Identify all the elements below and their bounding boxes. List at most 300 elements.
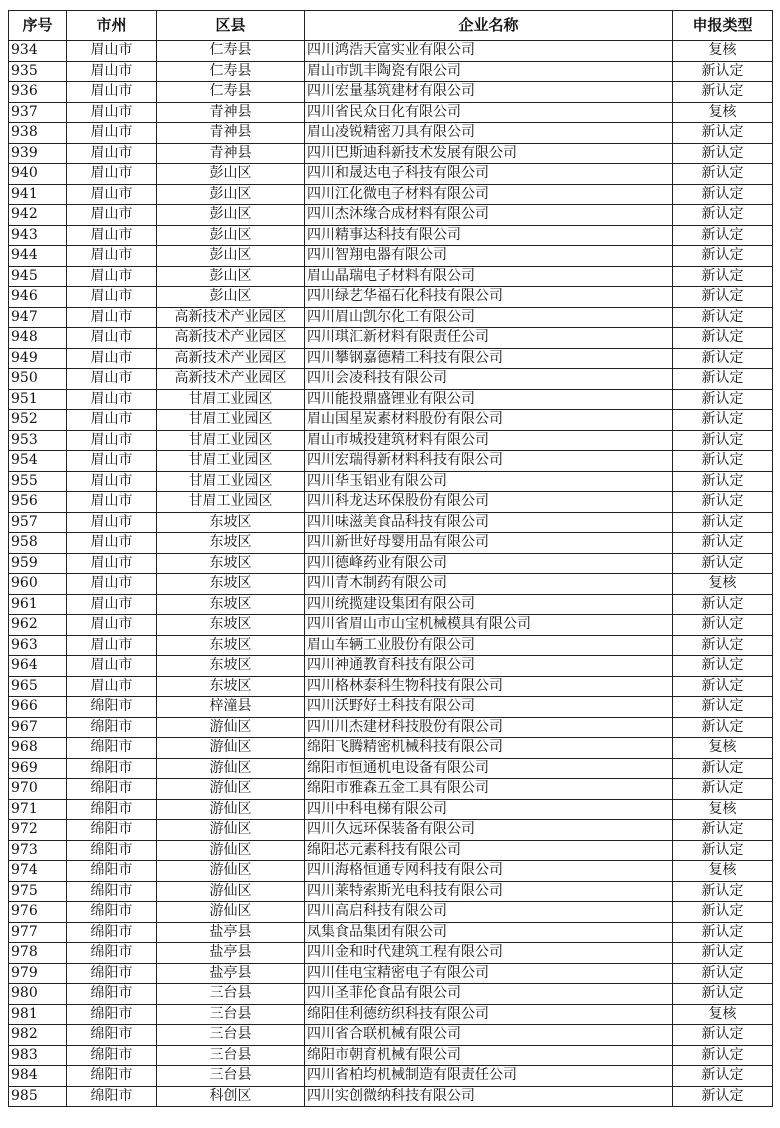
table-row <box>9 1045 773 1066</box>
table-row <box>9 1086 773 1107</box>
cell-district: 三台县 <box>157 1004 305 1025</box>
table-row <box>9 1004 773 1025</box>
cell-type: 新认定 <box>673 225 773 246</box>
cell-company: 绵阳芯元素科技有限公司 <box>305 840 673 861</box>
cell-district: 游仙区 <box>157 738 305 759</box>
table-row <box>9 205 773 226</box>
cell-type: 新认定 <box>673 984 773 1005</box>
table-row <box>9 615 773 636</box>
cell-no: 962 <box>9 615 67 636</box>
cell-company: 四川高启科技有限公司 <box>305 902 673 923</box>
cell-district: 青神县 <box>157 123 305 144</box>
cell-no: 948 <box>9 328 67 349</box>
cell-type: 新认定 <box>673 369 773 390</box>
cell-district: 甘眉工业园区 <box>157 492 305 513</box>
header-type: 申报类型 <box>673 11 773 41</box>
cell-district: 东坡区 <box>157 594 305 615</box>
cell-city: 绵阳市 <box>67 902 157 923</box>
cell-company: 四川省眉山市山宝机械模具有限公司 <box>305 615 673 636</box>
cell-city: 眉山市 <box>67 676 157 697</box>
cell-district: 游仙区 <box>157 881 305 902</box>
table-row <box>9 799 773 820</box>
cell-company: 四川金和时代建筑工程有限公司 <box>305 943 673 964</box>
table-row <box>9 492 773 513</box>
cell-company: 四川圣菲伦食品有限公司 <box>305 984 673 1005</box>
cell-company: 眉山市凯丰陶瓷有限公司 <box>305 61 673 82</box>
cell-type: 新认定 <box>673 779 773 800</box>
cell-company: 四川江化微电子材料有限公司 <box>305 184 673 205</box>
cell-district: 东坡区 <box>157 512 305 533</box>
cell-district: 彭山区 <box>157 205 305 226</box>
cell-city: 眉山市 <box>67 164 157 185</box>
cell-no: 972 <box>9 820 67 841</box>
cell-no: 934 <box>9 41 67 62</box>
cell-company: 四川久远环保装备有限公司 <box>305 820 673 841</box>
cell-company: 绵阳市恒通机电设备有限公司 <box>305 758 673 779</box>
cell-city: 绵阳市 <box>67 922 157 943</box>
cell-district: 东坡区 <box>157 574 305 595</box>
cell-type: 新认定 <box>673 205 773 226</box>
cell-district: 盐亭县 <box>157 963 305 984</box>
table-row <box>9 102 773 123</box>
cell-city: 眉山市 <box>67 430 157 451</box>
cell-district: 彭山区 <box>157 184 305 205</box>
table-row <box>9 881 773 902</box>
cell-company: 四川海格恒通专网科技有限公司 <box>305 861 673 882</box>
cell-no: 954 <box>9 451 67 472</box>
cell-no: 980 <box>9 984 67 1005</box>
cell-district: 彭山区 <box>157 287 305 308</box>
table-row <box>9 348 773 369</box>
cell-type: 复核 <box>673 1004 773 1025</box>
table-row <box>9 840 773 861</box>
cell-city: 绵阳市 <box>67 1066 157 1087</box>
cell-no: 961 <box>9 594 67 615</box>
cell-district: 盐亭县 <box>157 943 305 964</box>
cell-district: 游仙区 <box>157 717 305 738</box>
cell-type: 新认定 <box>673 430 773 451</box>
cell-type: 新认定 <box>673 471 773 492</box>
cell-city: 眉山市 <box>67 225 157 246</box>
cell-company: 四川实创微纳科技有限公司 <box>305 1086 673 1107</box>
cell-no: 952 <box>9 410 67 431</box>
header-district: 区县 <box>157 11 305 41</box>
cell-no: 968 <box>9 738 67 759</box>
cell-company: 四川华玉铝业有限公司 <box>305 471 673 492</box>
cell-company: 四川会凌科技有限公司 <box>305 369 673 390</box>
cell-city: 眉山市 <box>67 574 157 595</box>
cell-city: 眉山市 <box>67 143 157 164</box>
cell-city: 绵阳市 <box>67 1004 157 1025</box>
cell-city: 绵阳市 <box>67 738 157 759</box>
cell-company: 四川智翔电器有限公司 <box>305 246 673 267</box>
cell-company: 四川莱特索斯光电科技有限公司 <box>305 881 673 902</box>
cell-no: 936 <box>9 82 67 103</box>
cell-district: 东坡区 <box>157 553 305 574</box>
table-row <box>9 430 773 451</box>
cell-district: 游仙区 <box>157 840 305 861</box>
cell-company: 四川能投鼎盛锂业有限公司 <box>305 389 673 410</box>
cell-district: 科创区 <box>157 1086 305 1107</box>
cell-no: 976 <box>9 902 67 923</box>
cell-city: 眉山市 <box>67 41 157 62</box>
cell-no: 960 <box>9 574 67 595</box>
cell-no: 941 <box>9 184 67 205</box>
table-row <box>9 287 773 308</box>
cell-no: 951 <box>9 389 67 410</box>
cell-type: 新认定 <box>673 451 773 472</box>
cell-district: 游仙区 <box>157 902 305 923</box>
cell-company: 四川巴斯迪科新技术发展有限公司 <box>305 143 673 164</box>
cell-district: 三台县 <box>157 984 305 1005</box>
cell-city: 眉山市 <box>67 615 157 636</box>
cell-company: 眉山晶瑞电子材料有限公司 <box>305 266 673 287</box>
table-row <box>9 471 773 492</box>
cell-district: 高新技术产业园区 <box>157 328 305 349</box>
cell-type: 新认定 <box>673 943 773 964</box>
cell-company: 四川宏瑞得新材料科技有限公司 <box>305 451 673 472</box>
cell-no: 947 <box>9 307 67 328</box>
cell-type: 新认定 <box>673 881 773 902</box>
cell-city: 眉山市 <box>67 594 157 615</box>
cell-no: 938 <box>9 123 67 144</box>
table-row <box>9 594 773 615</box>
cell-type: 新认定 <box>673 266 773 287</box>
cell-type: 新认定 <box>673 287 773 308</box>
table-row <box>9 533 773 554</box>
header-row <box>9 11 773 41</box>
table-row <box>9 184 773 205</box>
cell-no: 940 <box>9 164 67 185</box>
cell-company: 四川新世好母婴用品有限公司 <box>305 533 673 554</box>
cell-city: 绵阳市 <box>67 717 157 738</box>
cell-city: 绵阳市 <box>67 758 157 779</box>
cell-company: 四川省合联机械有限公司 <box>305 1025 673 1046</box>
cell-city: 眉山市 <box>67 123 157 144</box>
cell-no: 950 <box>9 369 67 390</box>
cell-type: 复核 <box>673 799 773 820</box>
cell-type: 新认定 <box>673 922 773 943</box>
cell-city: 眉山市 <box>67 471 157 492</box>
cell-district: 仁寿县 <box>157 82 305 103</box>
cell-no: 974 <box>9 861 67 882</box>
cell-city: 眉山市 <box>67 307 157 328</box>
cell-district: 高新技术产业园区 <box>157 307 305 328</box>
cell-no: 977 <box>9 922 67 943</box>
cell-no: 959 <box>9 553 67 574</box>
cell-city: 绵阳市 <box>67 861 157 882</box>
cell-city: 绵阳市 <box>67 799 157 820</box>
table-row <box>9 82 773 103</box>
cell-type: 新认定 <box>673 1045 773 1066</box>
cell-district: 三台县 <box>157 1025 305 1046</box>
cell-type: 新认定 <box>673 61 773 82</box>
table-row <box>9 451 773 472</box>
cell-type: 复核 <box>673 41 773 62</box>
cell-no: 942 <box>9 205 67 226</box>
header-city: 市州 <box>67 11 157 41</box>
table-row <box>9 779 773 800</box>
table-row <box>9 61 773 82</box>
cell-district: 青神县 <box>157 102 305 123</box>
cell-city: 绵阳市 <box>67 984 157 1005</box>
table-body <box>9 41 773 1107</box>
cell-district: 游仙区 <box>157 861 305 882</box>
cell-district: 高新技术产业园区 <box>157 348 305 369</box>
cell-district: 盐亭县 <box>157 922 305 943</box>
cell-no: 946 <box>9 287 67 308</box>
cell-city: 眉山市 <box>67 533 157 554</box>
cell-district: 东坡区 <box>157 656 305 677</box>
cell-district: 甘眉工业园区 <box>157 389 305 410</box>
header-company: 企业名称 <box>305 11 673 41</box>
cell-city: 绵阳市 <box>67 1086 157 1107</box>
table-row <box>9 984 773 1005</box>
cell-no: 979 <box>9 963 67 984</box>
cell-company: 绵阳市雅森五金工具有限公司 <box>305 779 673 800</box>
cell-company: 四川绿艺华福石化科技有限公司 <box>305 287 673 308</box>
cell-company: 凤集食品集团有限公司 <box>305 922 673 943</box>
cell-company: 四川青木制药有限公司 <box>305 574 673 595</box>
cell-district: 东坡区 <box>157 635 305 656</box>
cell-no: 971 <box>9 799 67 820</box>
cell-type: 新认定 <box>673 676 773 697</box>
cell-city: 眉山市 <box>67 492 157 513</box>
cell-district: 东坡区 <box>157 676 305 697</box>
cell-city: 眉山市 <box>67 451 157 472</box>
cell-no: 944 <box>9 246 67 267</box>
cell-city: 眉山市 <box>67 410 157 431</box>
cell-city: 眉山市 <box>67 102 157 123</box>
cell-city: 眉山市 <box>67 82 157 103</box>
cell-no: 975 <box>9 881 67 902</box>
table-row <box>9 861 773 882</box>
cell-district: 游仙区 <box>157 779 305 800</box>
cell-city: 绵阳市 <box>67 779 157 800</box>
cell-type: 复核 <box>673 574 773 595</box>
cell-city: 眉山市 <box>67 205 157 226</box>
cell-city: 眉山市 <box>67 635 157 656</box>
cell-no: 943 <box>9 225 67 246</box>
cell-city: 眉山市 <box>67 246 157 267</box>
cell-type: 新认定 <box>673 758 773 779</box>
cell-no: 957 <box>9 512 67 533</box>
cell-company: 四川科龙达环保股份有限公司 <box>305 492 673 513</box>
cell-no: 984 <box>9 1066 67 1087</box>
table-row <box>9 1066 773 1087</box>
cell-type: 新认定 <box>673 717 773 738</box>
cell-type: 新认定 <box>673 635 773 656</box>
table-row <box>9 922 773 943</box>
cell-type: 新认定 <box>673 348 773 369</box>
cell-type: 复核 <box>673 102 773 123</box>
cell-city: 眉山市 <box>67 184 157 205</box>
cell-type: 新认定 <box>673 307 773 328</box>
cell-no: 935 <box>9 61 67 82</box>
cell-type: 新认定 <box>673 82 773 103</box>
cell-type: 新认定 <box>673 963 773 984</box>
cell-no: 955 <box>9 471 67 492</box>
cell-no: 963 <box>9 635 67 656</box>
table-row <box>9 41 773 62</box>
cell-no: 965 <box>9 676 67 697</box>
cell-company: 绵阳佳利德纺织科技有限公司 <box>305 1004 673 1025</box>
cell-company: 四川宏量基筑建材有限公司 <box>305 82 673 103</box>
cell-city: 眉山市 <box>67 553 157 574</box>
cell-type: 新认定 <box>673 143 773 164</box>
cell-no: 949 <box>9 348 67 369</box>
cell-type: 新认定 <box>673 840 773 861</box>
cell-company: 四川神通教育科技有限公司 <box>305 656 673 677</box>
cell-type: 复核 <box>673 861 773 882</box>
cell-district: 高新技术产业园区 <box>157 369 305 390</box>
cell-district: 仁寿县 <box>157 61 305 82</box>
cell-city: 绵阳市 <box>67 1025 157 1046</box>
cell-district: 三台县 <box>157 1066 305 1087</box>
cell-no: 939 <box>9 143 67 164</box>
cell-type: 新认定 <box>673 697 773 718</box>
cell-district: 甘眉工业园区 <box>157 410 305 431</box>
table-row <box>9 410 773 431</box>
cell-company: 四川鸿浩天富实业有限公司 <box>305 41 673 62</box>
cell-type: 新认定 <box>673 533 773 554</box>
table-row <box>9 656 773 677</box>
table-row <box>9 225 773 246</box>
table-row <box>9 758 773 779</box>
cell-city: 眉山市 <box>67 369 157 390</box>
cell-no: 956 <box>9 492 67 513</box>
cell-city: 眉山市 <box>67 348 157 369</box>
cell-no: 937 <box>9 102 67 123</box>
table-row <box>9 143 773 164</box>
cell-no: 985 <box>9 1086 67 1107</box>
cell-city: 眉山市 <box>67 512 157 533</box>
cell-company: 四川味滋美食品科技有限公司 <box>305 512 673 533</box>
cell-district: 仁寿县 <box>157 41 305 62</box>
cell-city: 眉山市 <box>67 287 157 308</box>
cell-type: 新认定 <box>673 184 773 205</box>
cell-district: 三台县 <box>157 1045 305 1066</box>
cell-city: 绵阳市 <box>67 840 157 861</box>
header-no: 序号 <box>9 11 67 41</box>
cell-city: 眉山市 <box>67 656 157 677</box>
table-row <box>9 943 773 964</box>
cell-type: 新认定 <box>673 615 773 636</box>
cell-district: 梓潼县 <box>157 697 305 718</box>
cell-type: 新认定 <box>673 164 773 185</box>
table-row <box>9 266 773 287</box>
table-row <box>9 1025 773 1046</box>
table-row <box>9 738 773 759</box>
cell-company: 四川杰沐缘合成材料有限公司 <box>305 205 673 226</box>
cell-city: 眉山市 <box>67 328 157 349</box>
table-row <box>9 164 773 185</box>
cell-no: 973 <box>9 840 67 861</box>
cell-company: 绵阳飞腾精密机械科技有限公司 <box>305 738 673 759</box>
cell-company: 四川中科电梯有限公司 <box>305 799 673 820</box>
cell-district: 甘眉工业园区 <box>157 430 305 451</box>
cell-city: 眉山市 <box>67 61 157 82</box>
cell-district: 彭山区 <box>157 164 305 185</box>
cell-company: 四川德峰药业有限公司 <box>305 553 673 574</box>
cell-no: 983 <box>9 1045 67 1066</box>
cell-no: 978 <box>9 943 67 964</box>
cell-city: 眉山市 <box>67 266 157 287</box>
cell-company: 四川省民众日化有限公司 <box>305 102 673 123</box>
cell-district: 东坡区 <box>157 615 305 636</box>
cell-company: 四川攀钢嘉德精工科技有限公司 <box>305 348 673 369</box>
cell-city: 眉山市 <box>67 389 157 410</box>
cell-city: 绵阳市 <box>67 943 157 964</box>
cell-district: 青神县 <box>157 143 305 164</box>
cell-no: 967 <box>9 717 67 738</box>
table-row <box>9 717 773 738</box>
table-row <box>9 307 773 328</box>
cell-city: 绵阳市 <box>67 697 157 718</box>
cell-no: 982 <box>9 1025 67 1046</box>
cell-no: 964 <box>9 656 67 677</box>
table-row <box>9 574 773 595</box>
cell-company: 四川省柏均机械制造有限责任公司 <box>305 1066 673 1087</box>
table-row <box>9 676 773 697</box>
cell-district: 游仙区 <box>157 820 305 841</box>
cell-company: 四川川杰建材科技股份有限公司 <box>305 717 673 738</box>
cell-type: 新认定 <box>673 820 773 841</box>
cell-district: 彭山区 <box>157 246 305 267</box>
cell-company: 四川统揽建设集团有限公司 <box>305 594 673 615</box>
table-row <box>9 328 773 349</box>
cell-district: 甘眉工业园区 <box>157 471 305 492</box>
cell-no: 958 <box>9 533 67 554</box>
cell-district: 彭山区 <box>157 225 305 246</box>
table-row <box>9 963 773 984</box>
cell-type: 新认定 <box>673 1086 773 1107</box>
cell-type: 新认定 <box>673 902 773 923</box>
cell-company: 眉山国星炭素材料股份有限公司 <box>305 410 673 431</box>
cell-district: 甘眉工业园区 <box>157 451 305 472</box>
table-row <box>9 697 773 718</box>
cell-city: 绵阳市 <box>67 881 157 902</box>
table-row <box>9 553 773 574</box>
cell-district: 游仙区 <box>157 758 305 779</box>
cell-no: 969 <box>9 758 67 779</box>
cell-city: 绵阳市 <box>67 820 157 841</box>
cell-no: 966 <box>9 697 67 718</box>
cell-no: 970 <box>9 779 67 800</box>
cell-no: 953 <box>9 430 67 451</box>
cell-company: 眉山凌锐精密刀具有限公司 <box>305 123 673 144</box>
cell-district: 东坡区 <box>157 533 305 554</box>
cell-type: 新认定 <box>673 123 773 144</box>
cell-type: 新认定 <box>673 512 773 533</box>
cell-company: 绵阳市朝育机械有限公司 <box>305 1045 673 1066</box>
table-row <box>9 369 773 390</box>
cell-district: 彭山区 <box>157 266 305 287</box>
cell-type: 新认定 <box>673 594 773 615</box>
cell-type: 新认定 <box>673 492 773 513</box>
table-row <box>9 123 773 144</box>
table-row <box>9 902 773 923</box>
cell-company: 四川和晟达电子科技有限公司 <box>305 164 673 185</box>
cell-city: 绵阳市 <box>67 1045 157 1066</box>
table-row <box>9 820 773 841</box>
cell-company: 四川眉山凯尔化工有限公司 <box>305 307 673 328</box>
cell-company: 四川沃野好土科技有限公司 <box>305 697 673 718</box>
cell-type: 新认定 <box>673 553 773 574</box>
cell-company: 四川琪汇新材料有限责任公司 <box>305 328 673 349</box>
table-row <box>9 389 773 410</box>
cell-company: 眉山市城投建筑材料有限公司 <box>305 430 673 451</box>
